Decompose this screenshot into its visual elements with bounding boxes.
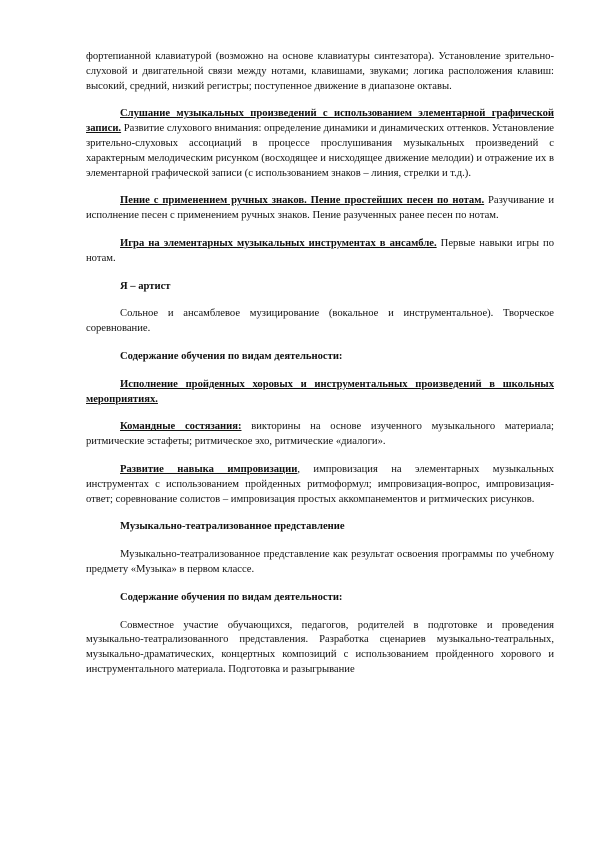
paragraph-text: Музыкально-театрализованное представление как результат освоения программы по учебному предмету «Музыка» в первом классе. [86, 549, 554, 575]
paragraph-text: , импровизация на элементарных музыкальных инструментах с использованием пройденных ритмоформул; импровизация-вопрос, импровизация-ответ; соревнование солистов – импровизация простых аккомпанементов и ритмических рисунков. [86, 463, 554, 505]
paragraph-lead: Слушание музыкальных произведений с использованием элементарной графической записи. [86, 108, 554, 135]
paragraph-theatre-result [86, 548, 554, 578]
paragraph-ensemble [86, 237, 554, 267]
section-heading-artist: Я – артист [120, 280, 171, 292]
paragraph-improvisation [86, 463, 554, 507]
paragraph-keyboard [86, 50, 554, 94]
section-heading-content-2: Содержание обучения по видам деятельности: [120, 591, 343, 603]
paragraph-lead: Исполнение пройденных хоровых и инструментальных произведений в школьных мероприятиях. [86, 378, 554, 405]
paragraph-text: Разучивание и исполнение песен с применением ручных знаков. Пение разученных ранее песен по нотам. [86, 195, 554, 222]
paragraph-listening [86, 107, 554, 181]
paragraph-joint-participation [86, 619, 554, 678]
paragraph-text: викторины на основе изученного музыкального материала; ритмические эстафеты; ритмическое эхо, ритмические «диалоги». [86, 421, 554, 448]
paragraph-lead: Игра на элементарных музыкальных инструментах в ансамбле. [120, 237, 437, 249]
paragraph-text: Совместное участие обучающихся, педагогов, родителей в подготовке и проведения музыкально-театрализованного представления. Разработка сценариев музыкально-театральных, музыкально-драматических, концертных композиций с использованием пройденного хорового и инструментального материала. Подготовка и разыгрывание [86, 619, 554, 675]
paragraph-text: фортепианной клавиатурой (возможно на основе клавиатуры синтезатора). Установление зрительно-слуховой и двигательной связи между нотами, клавишами, звуками; логика расположения клавиш: высокий, средний, низкий регистры; поступенное движение в диапазоне октавы. [86, 51, 554, 92]
section-heading-content: Содержание обучения по видам деятельности: [120, 350, 343, 362]
paragraph-singing [86, 194, 554, 224]
paragraph-competitions [86, 420, 554, 450]
section-heading-theatre: Музыкально-театрализованное представление [120, 521, 345, 533]
paragraph-lead: Развитие навыка импровизации [120, 463, 298, 475]
paragraph-lead: Пение с применением ручных знаков. Пение простейших песен по нотам. [120, 195, 485, 207]
paragraph-text: Сольное и ансамблевое музицирование (вокальное и инструментальное). Творческое соревнование. [86, 308, 554, 335]
document-page [86, 50, 554, 691]
paragraph-performance [86, 378, 554, 408]
paragraph-text: Развитие слухового внимания: определение динамики и динамических оттенков. Установление зрительно-слуховых ассоциаций в процессе прослушивания музыкальных произведений с характерным мелодическим рисунком (восходящее и нисходящее движение мелодии) и отражение их в элементарной графической записи (с использованием знаков – линия, стрелки и т.д.). [86, 123, 555, 179]
paragraph-text: Первые навыки игры по нотам. [86, 237, 554, 264]
paragraph-solo [86, 307, 554, 337]
paragraph-lead: Командные состязания: [120, 421, 242, 433]
